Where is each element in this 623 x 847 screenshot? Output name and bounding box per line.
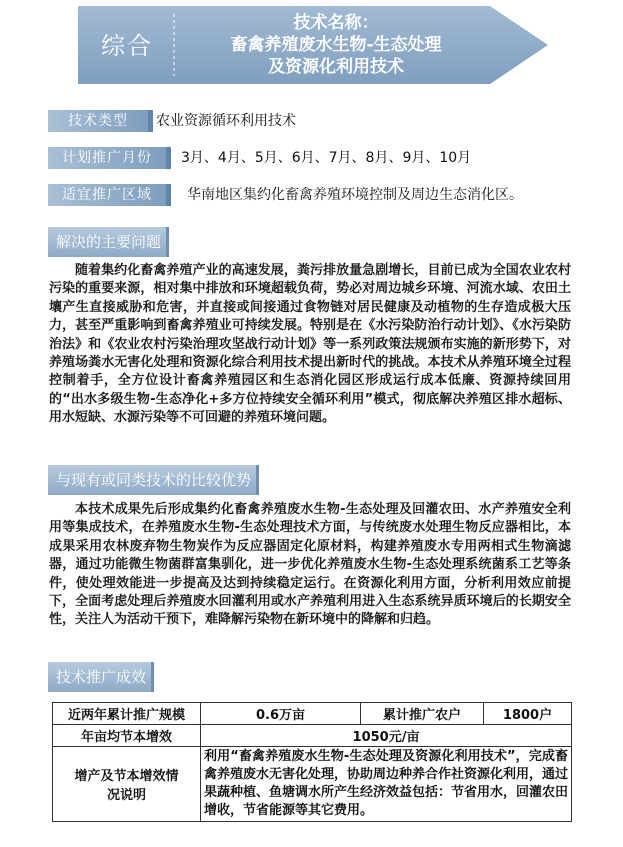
scale-label: 近两年累计推广规模 (53, 703, 201, 725)
tech-title (186, 12, 486, 78)
tech-title-line1: 技术名称： (293, 13, 379, 33)
months-label: 计划推广月份 (48, 147, 166, 169)
table-row (53, 747, 572, 822)
farmers-value: 1800户 (484, 703, 572, 725)
saving-label: 年亩均节本增效 (53, 725, 201, 747)
months-value: 3月、4月、5月、6月、7月、8月、9月、10月 (181, 150, 472, 166)
problem-heading: 解决的主要问题 (48, 227, 169, 257)
desc-label: 增产及节本增效情况说明 (53, 747, 201, 822)
title-banner (78, 6, 548, 84)
farmers-label: 累计推广农户 (361, 703, 484, 725)
scale-value: 0.6万亩 (201, 703, 361, 725)
table-row (53, 725, 572, 747)
region-value: 华南地区集约化畜禽养殖环境控制及周边生态消化区。 (187, 187, 523, 203)
tech-type-value: 农业资源循环利用技术 (156, 113, 296, 129)
category-label: 综合 (101, 32, 153, 60)
desc-value: 利用“畜禽养殖废水生物-生态处理及资源化利用技术”，完成畜禽养殖废水无害化处理，协助周边种养合作社资源化利用，通过果蔬种植、鱼塘调水所产生经济效益包括：节省用水，回灌农田增收，节省能源等其它费用。 (201, 747, 572, 822)
saving-value: 1050元/亩 (201, 725, 572, 747)
advantage-text: 本技术成果先后形成集约化畜禽养殖废水生物-生态处理及回灌农田、水产养殖安全利用等集成技术，在养殖废水生物-生态处理技术方面，与传统废水处理生物反应器相比，本成果采用农林废弃物生物炭作为反应器固定化原材料，构建养殖废水专用两相式生物滴滤器，通过功能微生物菌群富集驯化，进一步优化养殖废水生物-生态处理系统菌系工艺等条件，使处理效能进一步提高及达到持续稳定运行。在资源化利用方面，分析利用效应前提下，全面考虑处理后养殖废水回灌利用或水产养殖利用进入生态系统异质环境后的长期安全性，关注人为活动干预下，难降解污染物在新环境中的降解和归趋。 (49, 502, 571, 628)
tech-type-label: 技术类型 (48, 110, 148, 132)
results-table (52, 702, 572, 822)
table-row (53, 703, 572, 725)
region-label: 适宜推广区域 (48, 184, 166, 206)
tech-title-line3: 及资源化利用技术 (268, 57, 404, 77)
advantage-heading: 与现有或同类技术的比较优势 (48, 465, 259, 495)
tech-title-line2: 畜禽养殖废水生物-生态处理 (230, 35, 442, 55)
problem-text: 随着集约化畜禽养殖产业的高速发展，粪污排放量急剧增长，目前已成为全国农业农村污染的重要来源，相对集中排放和环境超载负荷，势必对周边城乡环境、河流水域、农田土壤产生直接威胁和危害，并直接或间接通过食物链对居民健康及动植物的生存造成极大压力，甚至严重影响到畜禽养殖业可持续发展。特别是在《水污染防治行动计划》、《水污染防治法》和《农业农村污染治理攻坚战行动计划》等一系列政策法规颁布实施的新形势下，对养殖场粪水无害化处理和资源化综合利用技术提出新时代的挑战。本技术从养殖环境全过程控制着手，全方位设计畜禽养殖园区和生态消化园区形成运行成本低廉、资源持续回用的“出水多级生物-生态净化+多方位持续安全循环利用”模式，彻底解决养殖区排水超标、用水短缺、水源污染等不可回避的养殖环境问题。 (49, 263, 571, 426)
results-heading: 技术推广成效 (48, 662, 154, 692)
